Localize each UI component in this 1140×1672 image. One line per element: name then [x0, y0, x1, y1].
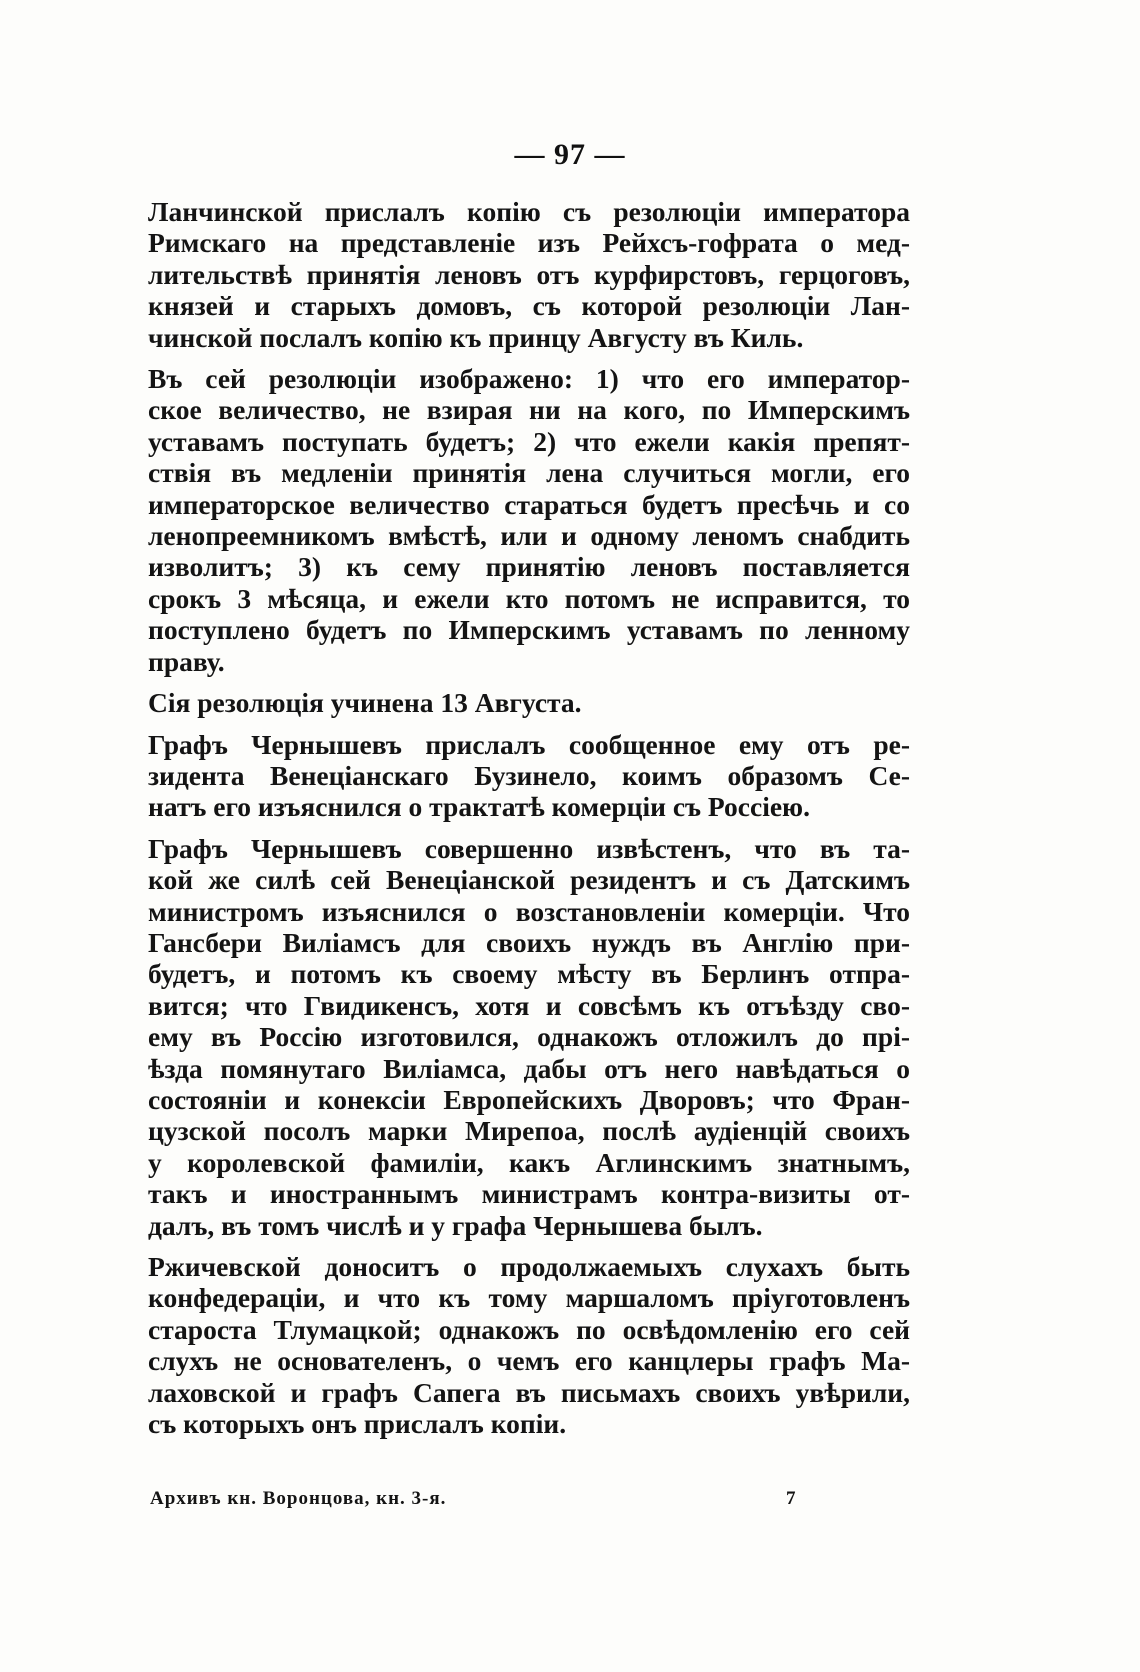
text-line: ствія въ медленіи принятія лена случиться могли, его	[148, 457, 910, 489]
paragraph-chernyshev-2	[148, 833, 910, 1241]
text-line: лаховской и графъ Сапега въ письмахъ своихъ увѣрили,	[148, 1376, 910, 1408]
text-line: ленопреемникомъ вмѣстѣ, или и одному леномъ снабдить	[148, 520, 910, 552]
text-line: Сія резолюція учинена 13 Августа.	[148, 687, 582, 719]
text-line: кой же силѣ сей Венеціанской резидентъ и съ Датскимъ	[148, 864, 910, 896]
text-line: конфедераціи, и что къ тому маршаломъ пріуготовленъ	[148, 1282, 910, 1314]
text-line: ское величество, не взирая ни на кого, по Имперскимъ	[148, 394, 910, 426]
text-line: уставамъ поступать будетъ; 2) что ежели какія препят-	[148, 425, 910, 457]
text-line: Римскаго на представленіе изъ Рейхсъ-гофрата о мед-	[148, 227, 910, 259]
text-line: лительствѣ принятія леновъ отъ курфирстовъ, герцоговъ,	[148, 258, 910, 290]
text-line: староста Тлумацкой; однакожъ по освѣдомленію его сей	[148, 1313, 910, 1345]
text-line: министромъ изъяснился о возстановленіи комерціи. Что	[148, 895, 910, 927]
text-line: вится; что Гвидикенсъ, хотя и совсѣмъ къ отъѣзду сво-	[148, 989, 910, 1021]
text-line: состояніи и конексіи Европейскихъ Дворовъ; что Фран-	[148, 1083, 910, 1115]
text-line: срокъ 3 мѣсяца, и ежели кто потомъ не исправится, то	[148, 582, 910, 614]
text-line: Въ сей резолюціи изображено: 1) что его император-	[148, 363, 910, 395]
text-column	[148, 196, 910, 1449]
text-line: Ланчинской прислалъ копію съ резолюціи императора	[148, 196, 910, 227]
text-line: Ржичевской доноситъ о продолжаемыхъ слухахъ быть	[148, 1251, 910, 1282]
text-line: такъ и иностраннымъ министрамъ контра-визиты от-	[148, 1178, 910, 1210]
paragraph-resolution	[148, 363, 910, 677]
text-line: поступлено будетъ по Имперскимъ уставамъ по ленному	[148, 614, 910, 646]
text-line: императорское величество стараться будетъ пресѣчь и со	[148, 488, 910, 520]
paragraph-chernyshev-1	[148, 729, 910, 823]
footer-sheet-number: 7	[786, 1488, 796, 1509]
text-line: изволитъ; 3) къ сему принятію леновъ поставляется	[148, 551, 910, 583]
paragraph-date	[148, 687, 910, 718]
text-line: Графъ Чернышевъ прислалъ сообщенное ему отъ ре-	[148, 728, 910, 760]
text-line: Гансбери Виліамсъ для своихъ нуждъ въ Англію при-	[148, 926, 910, 958]
text-line: слухъ не основателенъ, о чемъ его канцлеры графъ Ма-	[148, 1345, 910, 1377]
text-line: зидента Венеціанскаго Бузинело, коимъ образомъ Се-	[148, 759, 910, 791]
footer-signature: Архивъ кн. Воронцова, кн. 3-я.	[150, 1488, 447, 1509]
text-line: натъ его изъяснился о трактатѣ комерціи съ Россіею.	[148, 791, 810, 823]
text-line: далъ, въ томъ числѣ и у графа Чернышева былъ.	[148, 1209, 763, 1241]
paragraph-rzhichevskoy	[148, 1251, 910, 1439]
text-line: праву.	[148, 645, 225, 677]
text-line: будетъ, и потомъ къ своему мѣсту въ Берлинъ отпра-	[148, 958, 910, 990]
text-line: цузской посолъ марки Мирепоа, послѣ аудіенцій своихъ	[148, 1115, 910, 1147]
text-line: ѣзда помянутаго Виліамса, дабы отъ него навѣдаться о	[148, 1052, 910, 1084]
paragraph-lanchinskoy	[148, 196, 910, 353]
text-line: ему въ Россію изготовился, однакожъ отложилъ до прі-	[148, 1021, 910, 1053]
text-line: у королевской фамиліи, какъ Аглинскимъ знатнымъ,	[148, 1146, 910, 1178]
text-line: съ которыхъ онъ прислалъ копіи.	[148, 1408, 567, 1440]
text-line: Графъ Чернышевъ совершенно извѣстенъ, что въ та-	[148, 832, 910, 864]
text-line: князей и старыхъ домовъ, съ которой резолюціи Лан-	[148, 290, 910, 322]
page-number: — 97 —	[514, 138, 626, 171]
text-line: чинской послалъ копію къ принцу Августу въ Киль.	[148, 321, 804, 353]
